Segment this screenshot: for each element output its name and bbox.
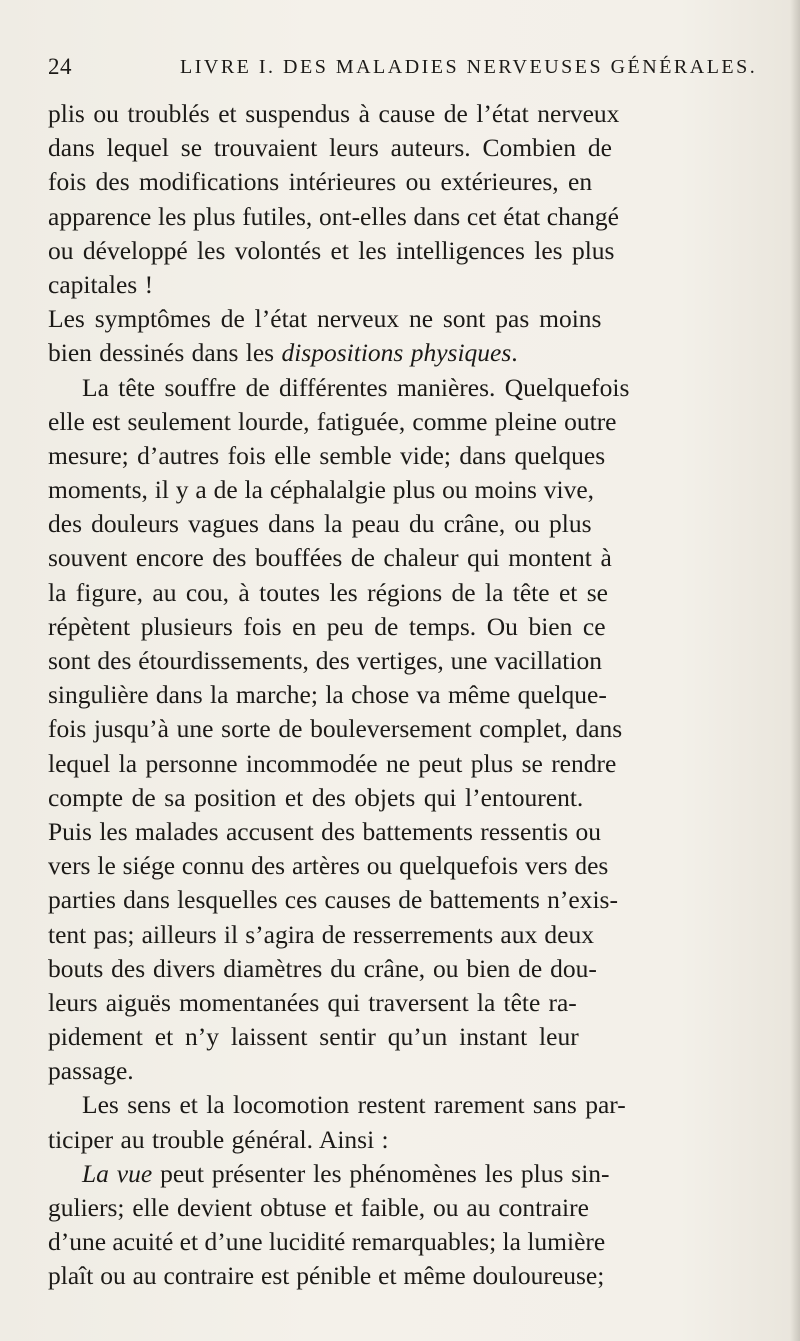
text-segment: bien dessinés dans les [48,338,282,368]
text-line: plis ou troublés et suspendus à cause de l’état nerveux [48,99,620,128]
page-number: 24 [48,54,72,79]
text-line [48,336,784,370]
page-edge-shadow [790,0,800,1341]
text-line: fois des modifications intérieures ou extérieures, en [48,167,593,197]
text-line: ticiper au trouble général. Ainsi : [48,1124,389,1154]
text-line: apparence les plus futiles, ont-elles dans cet état changé [48,201,619,231]
italic-la-vue: La vue [82,1158,153,1188]
text-line: singulière dans la marche; la chose va même quelque- [48,680,607,710]
text-line: fois jusqu’à une sorte de bouleversement complet, dans [48,714,623,744]
text-line: Les symptômes de l’état nerveux ne sont pas moins [48,304,602,334]
text-line: d’une acuité et d’une lucidité remarquables; la lumière [48,1227,606,1257]
text-line [48,1157,784,1191]
text-line: dans lequel se trouvaient leurs auteurs. Combien de [48,133,612,163]
text-line: moments, il y a de la céphalalgie plus ou moins vive, [48,475,595,505]
text-line: sont des étourdissements, des vertiges, une vacillation [48,646,602,675]
text-line: des douleurs vagues dans la peau du crâne, ou plus [48,509,592,539]
text-line: la figure, au cou, à toutes les régions de la tête et se [48,577,608,607]
page-header [48,54,758,88]
text-line: plaît ou au contraire est pénible et même douloureuse; [48,1261,605,1291]
text-segment: . [511,338,518,368]
text-line: lequel la personne incommodée ne peut plus se rendre [48,748,617,778]
running-head: LIVRE I. DES MALADIES NERVEUSES GÉNÉRALES. [180,56,758,78]
text-line: bouts des divers diamètres du crâne, ou bien de dou- [48,953,597,983]
text-line: Puis les malades accusent des battements ressentis ou [48,816,601,846]
text-line: capitales ! [48,269,154,299]
text-line: leurs aiguës momentanées qui traversent la tête ra- [48,987,577,1017]
body-text [48,97,784,1294]
text-line: ou développé les volontés et les intelligences les plus [48,235,615,265]
text-line: guliers; elle devient obtuse et faible, ou au contraire [48,1193,589,1222]
text-line: mesure; d’autres fois elle semble vide; dans quelques [48,440,606,470]
text-segment: peut présenter les phénomènes les plus sin- [152,1158,610,1188]
text-line: compte de sa position et des objets qui l’entourent. [48,782,584,812]
text-line: pidement et n’y laissent sentir qu’un instant leur [48,1022,579,1052]
text-line: parties dans lesquelles ces causes de battements n’exis- [48,885,618,915]
text-line: tent pas; ailleurs il s’agira de resserrements aux deux [48,919,594,949]
text-line: La tête souffre de différentes manières. Quelquefois [82,372,630,402]
italic-dispositions-physiques: dispositions physiques [281,338,512,368]
text-line: répètent plusieurs fois en peu de temps. Ou bien ce [48,611,606,641]
text-line: souvent encore des bouffées de chaleur qui montent à [48,543,612,573]
text-line: passage. [48,1056,134,1086]
text-line: Les sens et la locomotion restent rarement sans par- [82,1090,626,1120]
text-line: vers le siége connu des artères ou quelquefois vers des [48,851,609,881]
text-line: elle est seulement lourde, fatiguée, comme pleine outre [48,406,617,436]
